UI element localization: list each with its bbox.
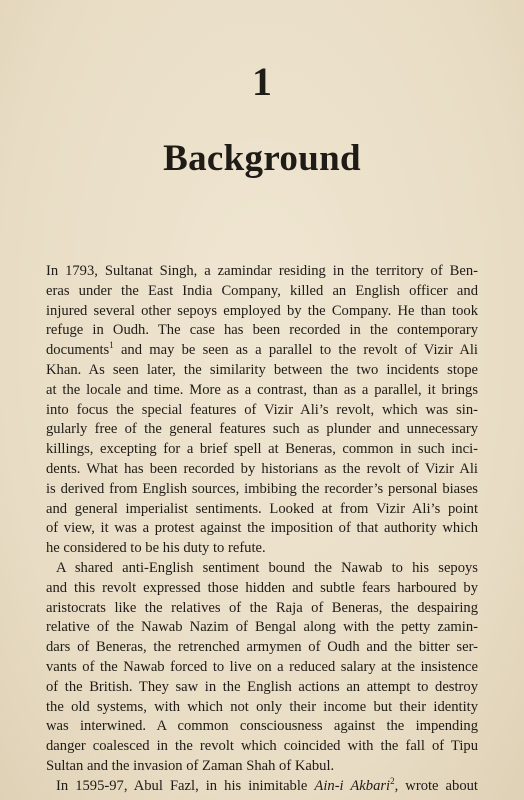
text-line: aristocrats like the relatives of the Raja of Beneras, the despairing: [46, 599, 478, 616]
text-line: into focus the special features of Vizir Ali’s revolt, which was sin-: [46, 401, 478, 418]
text-line: In 1793, Sultanat Singh, a zamindar residing in the territory of Ben-: [46, 263, 478, 279]
text-segment: , wrote about: [394, 777, 478, 794]
text-line: gularly free of the general features such as plunder and unnecessary: [46, 421, 478, 438]
text-line: at the locale and time. More as a contrast, than as a parallel, it brings: [46, 381, 478, 398]
footnote-marker: 2: [390, 775, 395, 786]
text-line: injured several other sepoys employed by the Company. He than took: [46, 302, 478, 319]
text-line: refuge in Oudh. The case has been recorded in the contemporary: [46, 322, 478, 339]
text-line: [46, 777, 478, 797]
chapter-title: Background: [163, 138, 361, 179]
text-line: relative of the Nawab Nazim of Bengal along with the petty zamin-: [46, 619, 478, 636]
text-line: Sultan and the invasion of Zaman Shah of Kabul.: [46, 757, 335, 774]
text-line: of view, it was a protest against the imposition of that authority which: [46, 520, 478, 537]
text-line: the old systems, with which not only their income but their identity: [46, 698, 478, 715]
text-line: killings, excepting for a brief spell at Beneras, common in such inci-: [46, 441, 478, 458]
text-segment: In 1595-97, Abul Fazl, in his inimitable: [56, 777, 315, 794]
text-line: of the British. They saw in the English actions an attempt to destroy: [46, 678, 478, 695]
text-line: A shared anti-English sentiment bound the Nawab to his sepoys: [56, 559, 478, 576]
text-line: dents. What has been recorded by historians as the revolt of Vizir Ali: [46, 460, 478, 477]
body-text: [46, 262, 478, 797]
text-line: dars of Beneras, the retrenched armymen of Oudh and the bitter ser-: [46, 639, 478, 656]
text-line: is derived from English sources, imbibing the recorder’s personal biases: [46, 480, 478, 497]
book-title-italic: Ain-i Akbari: [314, 777, 391, 794]
text-line: vants of the Nawab forced to live on a reduced salary at the insistence: [46, 658, 478, 675]
chapter-number: 1: [252, 59, 272, 104]
text-segment: and may be seen as a parallel to the revolt of Vizir Ali: [113, 342, 478, 359]
text-line: and this revolt expressed those hidden and subtle fears harboured by: [46, 579, 478, 596]
text-line: eras under the East India Company, killed an English officer and: [46, 282, 478, 299]
text-line: he considered to be his duty to refute.: [46, 540, 266, 557]
text-line: and general imperialist sentiments. Looked at from Vizir Ali’s point: [46, 500, 478, 517]
text-line: was interwined. A common consciousness against the impending: [46, 718, 478, 735]
footnote-marker: 1: [109, 340, 114, 351]
text-line: [46, 341, 478, 361]
text-segment: documents: [46, 342, 110, 359]
text-line: danger coalesced in the revolt which coincided with the fall of Tipu: [46, 738, 478, 755]
text-line: Khan. As seen later, the similarity between the two incidents stope: [46, 361, 478, 378]
